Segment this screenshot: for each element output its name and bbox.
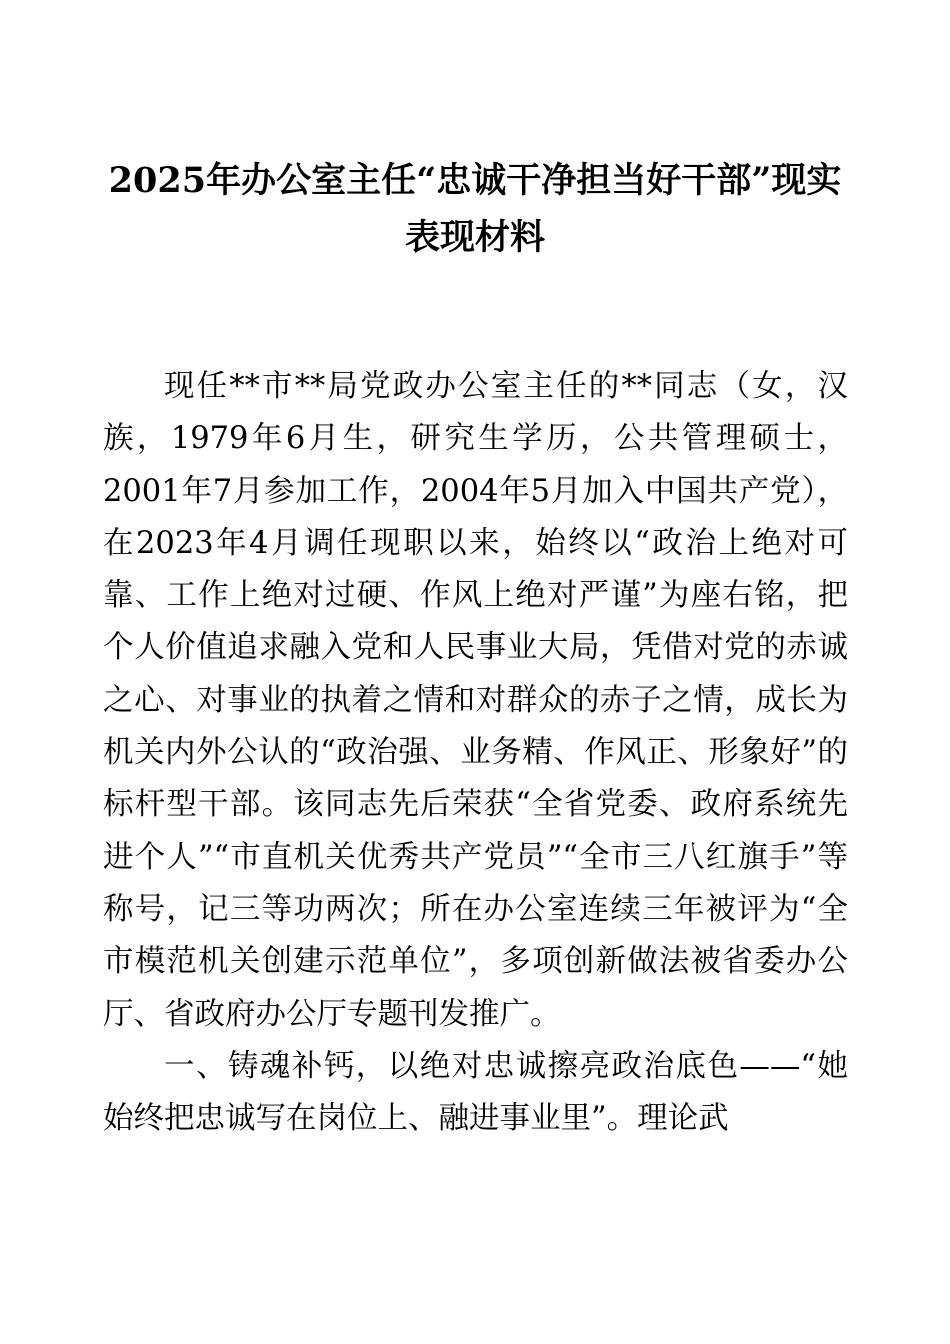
paragraph-intro: 现任**市**局党政办公室主任的**同志（女，汉族，1979年6月生，研究生学历，公共管理硕士，2001年7月参加工作，2004年5月加入中国共产党），在2023年4月调任现职以来，始终以“政治上绝对可靠、工作上绝对过硬、作风上绝对严谨”为座右铭，把个人价值追求融入党和人民事业大局，凭借对党的赤诚之心、对事业的执着之情和对群众的赤子之情，成长为机关内外公认的“政治强、业务精、作风正、形象好”的标杆型干部。该同志先后荣获“全省党委、政府系统先进个人”“市直机关优秀共产党员”“全市三八红旗手”等称号，记三等功两次；所在办公室连续三年被评为“全市模范机关创建示范单位”，多项创新做法被省委办公厅、省政府办公厅专题刊发推广。: [103, 369, 848, 1032]
document-title: [90, 152, 860, 266]
title-line-2: 表现材料: [404, 217, 545, 258]
title-line-1: 2025年办公室主任“忠诚干净担当好干部”现实: [108, 160, 842, 201]
paragraph-section-1: 一、铸魂补钙，以绝对忠诚擦亮政治底色——“她始终把忠诚写在岗位上、融进事业里”。理论武: [103, 1048, 848, 1137]
document-body: [103, 361, 848, 1145]
